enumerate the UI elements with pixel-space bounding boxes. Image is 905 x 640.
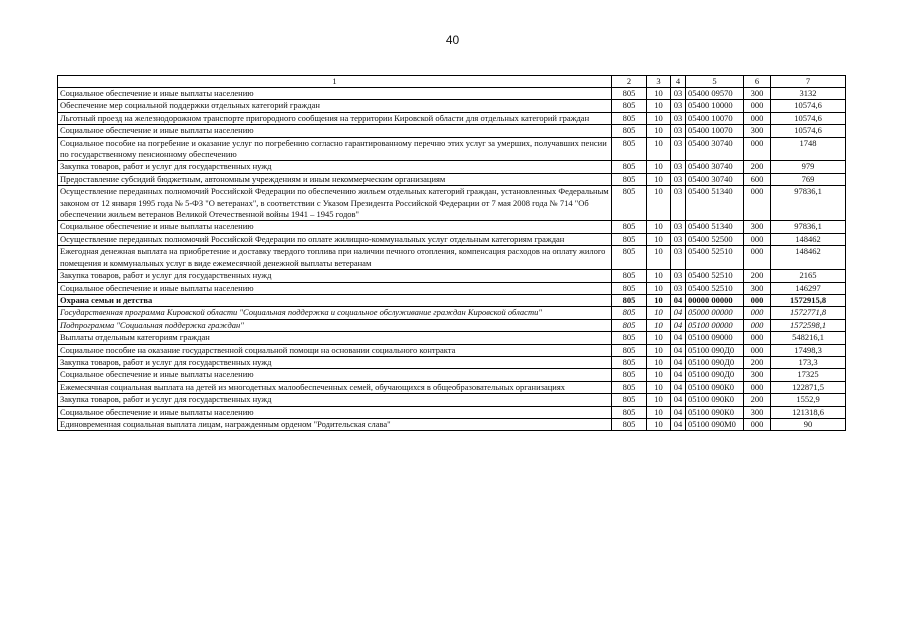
amount-cell: 1572915,8 <box>771 294 846 306</box>
table-row <box>58 233 846 245</box>
subsection-code-cell: 04 <box>671 319 686 331</box>
section-code-cell: 10 <box>647 186 671 221</box>
expense-type-cell: 000 <box>744 332 771 344</box>
subsection-code-cell: 04 <box>671 332 686 344</box>
section-code-cell: 10 <box>647 332 671 344</box>
table-row <box>58 418 846 430</box>
table-body <box>58 88 846 431</box>
section-code-cell: 10 <box>647 406 671 418</box>
subsection-code-cell: 04 <box>671 406 686 418</box>
target-article-cell: 05100 090Д0 <box>686 356 744 368</box>
expense-type-cell: 600 <box>744 173 771 185</box>
row-name-cell: Закупка товаров, работ и услуг для государственных нужд <box>58 394 612 406</box>
row-name-cell: Единовременная социальная выплата лицам, награжденным орденом "Родительская слава" <box>58 418 612 430</box>
amount-cell: 17325 <box>771 369 846 381</box>
table-row <box>58 369 846 381</box>
table-row <box>58 381 846 393</box>
section-code-cell: 10 <box>647 356 671 368</box>
section-code-cell: 10 <box>647 221 671 233</box>
table-row <box>58 173 846 185</box>
table-row <box>58 394 846 406</box>
subsection-code-cell: 03 <box>671 246 686 270</box>
subsection-code-cell: 03 <box>671 88 686 100</box>
subsection-code-cell: 03 <box>671 137 686 161</box>
table-row <box>58 270 846 282</box>
section-code-cell: 10 <box>647 319 671 331</box>
ministry-code-cell: 805 <box>612 307 647 319</box>
ministry-code-cell: 805 <box>612 100 647 112</box>
subsection-code-cell: 04 <box>671 294 686 306</box>
table-row <box>58 161 846 173</box>
row-name-cell: Льготный проезд на железнодорожном транспорте пригородного сообщения на территории Кировской области для отдельных категорий граждан <box>58 112 612 124</box>
expense-type-cell: 000 <box>744 319 771 331</box>
expense-type-cell: 000 <box>744 137 771 161</box>
target-article-cell: 05400 30740 <box>686 173 744 185</box>
row-name-cell: Ежегодная денежная выплата на приобретение и доставку твердого топлива при наличии печного отопления, компенсация расходов на оплату жилого помещения и коммунальных услуг в виде ежемесячной денежной выплаты ветеранам <box>58 246 612 270</box>
target-article-cell: 05000 00000 <box>686 307 744 319</box>
subsection-code-cell: 03 <box>671 233 686 245</box>
section-code-cell: 10 <box>647 100 671 112</box>
target-article-cell: 05100 090М0 <box>686 418 744 430</box>
table-row <box>58 282 846 294</box>
row-name-cell: Обеспечение мер социальной поддержки отдельных категорий граждан <box>58 100 612 112</box>
target-article-cell: 05400 09570 <box>686 88 744 100</box>
amount-cell: 10574,6 <box>771 112 846 124</box>
subsection-code-cell: 03 <box>671 221 686 233</box>
ministry-code-cell: 805 <box>612 186 647 221</box>
amount-cell: 97836,1 <box>771 221 846 233</box>
target-article-cell: 05400 10070 <box>686 125 744 137</box>
amount-cell: 17498,3 <box>771 344 846 356</box>
ministry-code-cell: 805 <box>612 270 647 282</box>
subsection-code-cell: 04 <box>671 344 686 356</box>
amount-cell: 1748 <box>771 137 846 161</box>
column-header: 1 <box>58 76 612 88</box>
subsection-code-cell: 03 <box>671 173 686 185</box>
page-number: 40 <box>445 33 460 47</box>
target-article-cell: 05100 00000 <box>686 319 744 331</box>
column-header: 4 <box>671 76 686 88</box>
table-header-row <box>58 76 846 88</box>
ministry-code-cell: 805 <box>612 161 647 173</box>
subsection-code-cell: 03 <box>671 112 686 124</box>
amount-cell: 173,3 <box>771 356 846 368</box>
section-code-cell: 10 <box>647 88 671 100</box>
section-code-cell: 10 <box>647 282 671 294</box>
section-code-cell: 10 <box>647 246 671 270</box>
table-row <box>58 307 846 319</box>
expense-type-cell: 200 <box>744 270 771 282</box>
target-article-cell: 05400 10000 <box>686 100 744 112</box>
column-header: 2 <box>612 76 647 88</box>
ministry-code-cell: 805 <box>612 356 647 368</box>
expense-type-cell: 300 <box>744 282 771 294</box>
ministry-code-cell: 805 <box>612 282 647 294</box>
expense-type-cell: 300 <box>744 406 771 418</box>
expense-type-cell: 200 <box>744 161 771 173</box>
amount-cell: 3132 <box>771 88 846 100</box>
row-name-cell: Социальное обеспечение и иные выплаты населению <box>58 221 612 233</box>
amount-cell: 1552,9 <box>771 394 846 406</box>
section-code-cell: 10 <box>647 369 671 381</box>
expense-type-cell: 300 <box>744 88 771 100</box>
subsection-code-cell: 04 <box>671 418 686 430</box>
table-row <box>58 319 846 331</box>
column-header: 3 <box>647 76 671 88</box>
section-code-cell: 10 <box>647 394 671 406</box>
expense-type-cell: 000 <box>744 233 771 245</box>
subsection-code-cell: 04 <box>671 394 686 406</box>
ministry-code-cell: 805 <box>612 394 647 406</box>
row-name-cell: Закупка товаров, работ и услуг для государственных нужд <box>58 356 612 368</box>
subsection-code-cell: 03 <box>671 270 686 282</box>
subsection-code-cell: 03 <box>671 282 686 294</box>
amount-cell: 2165 <box>771 270 846 282</box>
amount-cell: 10574,6 <box>771 100 846 112</box>
target-article-cell: 05400 52510 <box>686 282 744 294</box>
expense-type-cell: 000 <box>744 418 771 430</box>
amount-cell: 979 <box>771 161 846 173</box>
section-code-cell: 10 <box>647 137 671 161</box>
target-article-cell: 05400 30740 <box>686 137 744 161</box>
subsection-code-cell: 03 <box>671 125 686 137</box>
target-article-cell: 05100 090Д0 <box>686 369 744 381</box>
row-name-cell: Закупка товаров, работ и услуг для государственных нужд <box>58 161 612 173</box>
subsection-code-cell: 04 <box>671 307 686 319</box>
row-name-cell: Ежемесячная социальная выплата на детей из многодетных малообеспеченных семей, обучающихся в общеобразовательных организациях <box>58 381 612 393</box>
expense-type-cell: 000 <box>744 246 771 270</box>
subsection-code-cell: 04 <box>671 381 686 393</box>
ministry-code-cell: 805 <box>612 246 647 270</box>
row-name-cell: Социальное обеспечение и иные выплаты населению <box>58 369 612 381</box>
table-row <box>58 137 846 161</box>
amount-cell: 122871,5 <box>771 381 846 393</box>
section-code-cell: 10 <box>647 125 671 137</box>
row-name-cell: Закупка товаров, работ и услуг для государственных нужд <box>58 270 612 282</box>
row-name-cell: Подпрограмма "Социальная поддержка граждан" <box>58 319 612 331</box>
section-code-cell: 10 <box>647 344 671 356</box>
ministry-code-cell: 805 <box>612 406 647 418</box>
ministry-code-cell: 805 <box>612 369 647 381</box>
row-name-cell: Социальное пособие на погребение и оказание услуг по погребению согласно гарантированному перечню этих услуг за умерших, получавших пенсии по государственному пенсионному обеспечению <box>58 137 612 161</box>
target-article-cell: 05100 090К0 <box>686 406 744 418</box>
target-article-cell: 00000 00000 <box>686 294 744 306</box>
table-row <box>58 100 846 112</box>
table-row <box>58 112 846 124</box>
ministry-code-cell: 805 <box>612 332 647 344</box>
ministry-code-cell: 805 <box>612 418 647 430</box>
subsection-code-cell: 04 <box>671 369 686 381</box>
section-code-cell: 10 <box>647 233 671 245</box>
table-row <box>58 221 846 233</box>
section-code-cell: 10 <box>647 307 671 319</box>
row-name-cell: Социальное обеспечение и иные выплаты населению <box>58 88 612 100</box>
expense-type-cell: 300 <box>744 221 771 233</box>
expense-type-cell: 200 <box>744 394 771 406</box>
expense-type-cell: 200 <box>744 356 771 368</box>
row-name-cell: Государственная программа Кировской области "Социальная поддержка и социальное обслуживание граждан Кировской области" <box>58 307 612 319</box>
table-row <box>58 406 846 418</box>
column-header: 7 <box>771 76 846 88</box>
ministry-code-cell: 805 <box>612 137 647 161</box>
target-article-cell: 05100 09000 <box>686 332 744 344</box>
target-article-cell: 05400 51340 <box>686 186 744 221</box>
row-name-cell: Социальное обеспечение и иные выплаты населению <box>58 406 612 418</box>
amount-cell: 769 <box>771 173 846 185</box>
row-name-cell: Осуществление переданных полномочий Российской Федерации по обеспечению жильем отдельных категорий граждан, установленных Федеральным законом от 12 января 1995 года № 5-ФЗ "О ветеранах", в соответствии с Указом Президента Российской Федерации от 7 мая 2008 года № 714 "Об обеспечении жильем ветеранов Великой Отечественной войны 1941 – 1945 годов" <box>58 186 612 221</box>
ministry-code-cell: 805 <box>612 381 647 393</box>
section-code-cell: 10 <box>647 270 671 282</box>
row-name-cell: Охрана семьи и детства <box>58 294 612 306</box>
target-article-cell: 05400 51340 <box>686 221 744 233</box>
target-article-cell: 05400 10070 <box>686 112 744 124</box>
expense-type-cell: 000 <box>744 186 771 221</box>
expense-type-cell: 000 <box>744 307 771 319</box>
table-row <box>58 125 846 137</box>
column-header: 5 <box>686 76 744 88</box>
target-article-cell: 05100 090Д0 <box>686 344 744 356</box>
target-article-cell: 05400 30740 <box>686 161 744 173</box>
expense-type-cell: 000 <box>744 381 771 393</box>
target-article-cell: 05100 090К0 <box>686 394 744 406</box>
table-row <box>58 356 846 368</box>
amount-cell: 1572598,1 <box>771 319 846 331</box>
expense-type-cell: 300 <box>744 125 771 137</box>
ministry-code-cell: 805 <box>612 233 647 245</box>
amount-cell: 1572771,8 <box>771 307 846 319</box>
subsection-code-cell: 03 <box>671 161 686 173</box>
subsection-code-cell: 03 <box>671 100 686 112</box>
amount-cell: 121318,6 <box>771 406 846 418</box>
ministry-code-cell: 805 <box>612 125 647 137</box>
ministry-code-cell: 805 <box>612 344 647 356</box>
row-name-cell: Социальное обеспечение и иные выплаты населению <box>58 125 612 137</box>
table-row <box>58 294 846 306</box>
amount-cell: 97836,1 <box>771 186 846 221</box>
section-code-cell: 10 <box>647 418 671 430</box>
row-name-cell: Социальное обеспечение и иные выплаты населению <box>58 282 612 294</box>
table-row <box>58 344 846 356</box>
subsection-code-cell: 04 <box>671 356 686 368</box>
amount-cell: 90 <box>771 418 846 430</box>
ministry-code-cell: 805 <box>612 221 647 233</box>
budget-table <box>57 75 846 431</box>
column-header: 6 <box>744 76 771 88</box>
target-article-cell: 05400 52500 <box>686 233 744 245</box>
amount-cell: 548216,1 <box>771 332 846 344</box>
amount-cell: 148462 <box>771 233 846 245</box>
ministry-code-cell: 805 <box>612 112 647 124</box>
expense-type-cell: 300 <box>744 369 771 381</box>
ministry-code-cell: 805 <box>612 88 647 100</box>
target-article-cell: 05100 090К0 <box>686 381 744 393</box>
row-name-cell: Выплаты отдельным категориям граждан <box>58 332 612 344</box>
table-row <box>58 332 846 344</box>
amount-cell: 146297 <box>771 282 846 294</box>
amount-cell: 10574,6 <box>771 125 846 137</box>
expense-type-cell: 000 <box>744 344 771 356</box>
section-code-cell: 10 <box>647 112 671 124</box>
table-row <box>58 186 846 221</box>
section-code-cell: 10 <box>647 381 671 393</box>
expense-type-cell: 000 <box>744 100 771 112</box>
table-row <box>58 88 846 100</box>
row-name-cell: Предоставление субсидий бюджетным, автономным учреждениям и иным некоммерческим организациям <box>58 173 612 185</box>
ministry-code-cell: 805 <box>612 294 647 306</box>
target-article-cell: 05400 52510 <box>686 270 744 282</box>
section-code-cell: 10 <box>647 161 671 173</box>
expense-type-cell: 000 <box>744 294 771 306</box>
ministry-code-cell: 805 <box>612 319 647 331</box>
row-name-cell: Социальное пособие на оказание государственной социальной помощи на основании социального контракта <box>58 344 612 356</box>
section-code-cell: 10 <box>647 173 671 185</box>
amount-cell: 148462 <box>771 246 846 270</box>
subsection-code-cell: 03 <box>671 186 686 221</box>
target-article-cell: 05400 52510 <box>686 246 744 270</box>
table-row <box>58 246 846 270</box>
expense-type-cell: 000 <box>744 112 771 124</box>
section-code-cell: 10 <box>647 294 671 306</box>
row-name-cell: Осуществление переданных полномочий Российской Федерации по оплате жилищно-коммунальных услуг отдельным категориям граждан <box>58 233 612 245</box>
ministry-code-cell: 805 <box>612 173 647 185</box>
